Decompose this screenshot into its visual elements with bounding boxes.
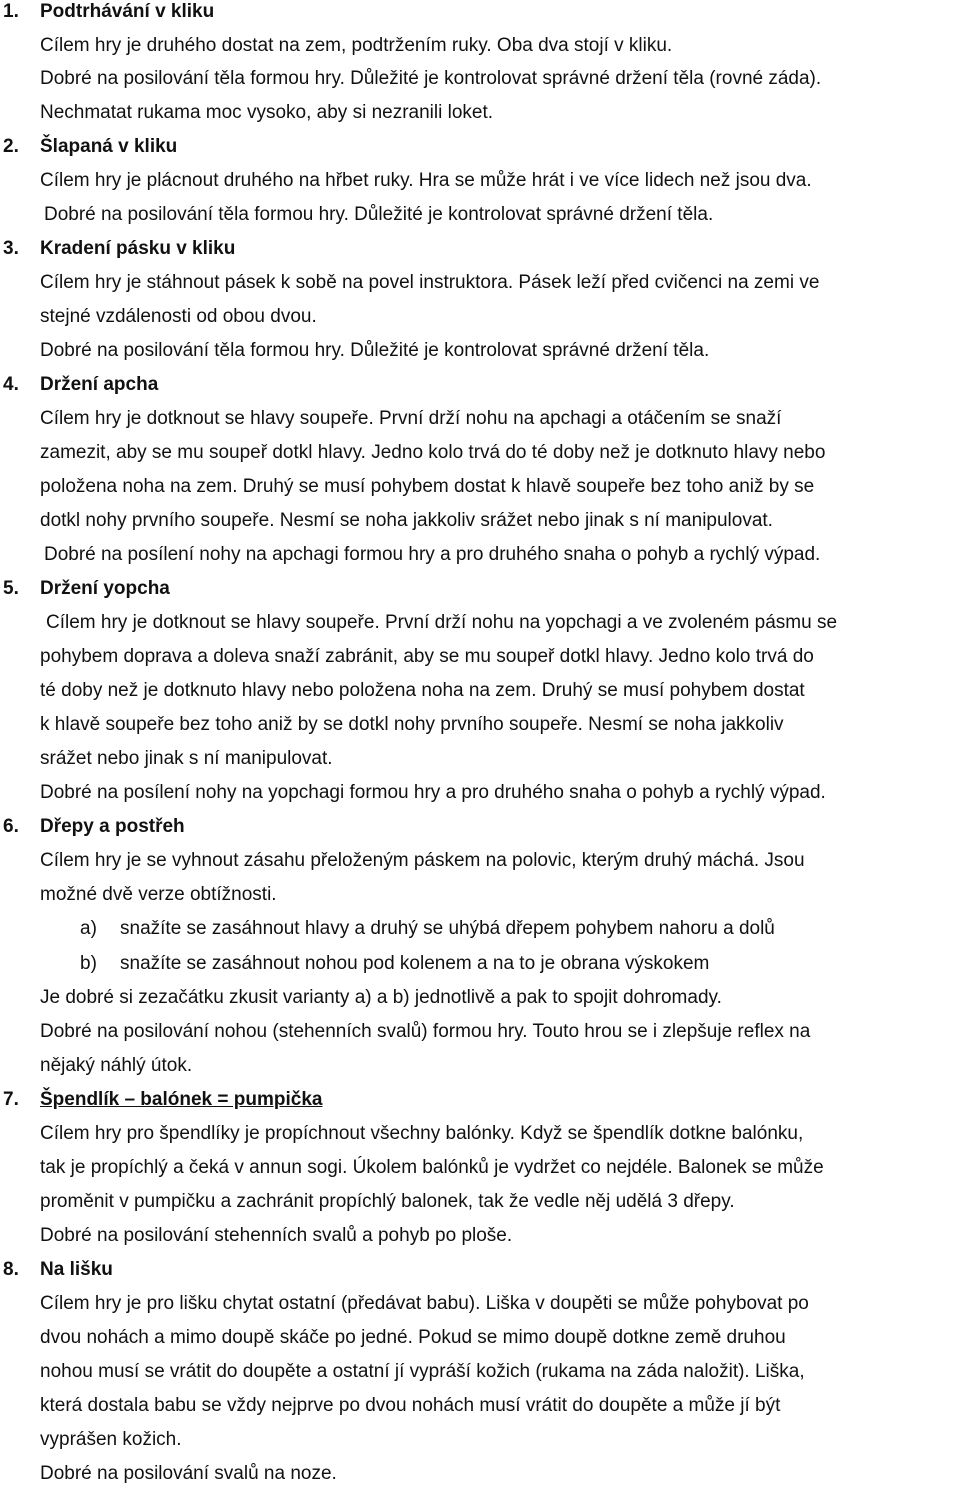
paragraph-line: položena noha na zem. Druhý se musí pohybem dostat k hlavě soupeře bez toho aniž by se	[40, 476, 815, 497]
paragraph-line: té doby než je dotknuto hlavy nebo položena noha na zem. Druhý se musí pohybem dostat	[40, 680, 805, 701]
paragraph-line: Dobré na posilování stehenních svalů a pohyb po ploše.	[40, 1225, 513, 1246]
paragraph-line: Cílem hry je pro lišku chytat ostatní (předávat babu). Liška v doupěti se může pohybovat po	[40, 1293, 809, 1314]
paragraph-line: proměnit v pumpičku a zachránit propíchlý balonek, tak že vedle něj udělá 3 dřepy.	[40, 1191, 735, 1212]
paragraph-line: Dobré na posilování těla formou hry. Důležité je kontrolovat správné držení těla.	[40, 340, 710, 361]
section-number: 3.	[3, 238, 19, 259]
section-title: Kradení pásku v kliku	[40, 238, 236, 259]
sub-item-marker: a)	[80, 918, 97, 939]
paragraph-line: Cílem hry pro špendlíky je propíchnout všechny balónky. Když se špendlík dotkne balónku,	[40, 1123, 804, 1144]
section-number: 5.	[3, 578, 19, 599]
paragraph-line: Dobré na posilování nohou (stehenních svalů) formou hry. Touto hrou se i zlepšuje reflex na	[40, 1021, 811, 1042]
paragraph-line: nějaký náhlý útok.	[40, 1055, 193, 1076]
section-number: 7.	[3, 1089, 19, 1110]
sub-item-text: snažíte se zasáhnout hlavy a druhý se uhýbá dřepem pohybem nahoru a dolů	[120, 918, 775, 939]
paragraph-line: Cílem hry je dotknout se hlavy soupeře. První drží nohu na apchagi a otáčením se snaží	[40, 408, 782, 429]
section-number: 2.	[3, 136, 19, 157]
section-title: Držení apcha	[40, 374, 159, 395]
section-title: Na lišku	[40, 1259, 113, 1280]
paragraph-line: stejné vzdálenosti od obou dvou.	[40, 306, 317, 327]
section-number: 6.	[3, 816, 19, 837]
section-number: 4.	[3, 374, 19, 395]
paragraph-line: Cílem hry je druhého dostat na zem, podtržením ruky. Oba dva stojí v kliku.	[40, 35, 673, 56]
paragraph-line: k hlavě soupeře bez toho aniž by se dotkl nohy prvního soupeře. Nesmí se noha jakkoliv	[40, 714, 784, 735]
paragraph-line: Nechmatat rukama moc vysoko, aby si nezranili loket.	[40, 102, 494, 123]
paragraph-line: Dobré na posilování těla formou hry. Důležité je kontrolovat správné držení těla (rovné záda).	[40, 68, 822, 89]
paragraph-line: dvou nohách a mimo doupě skáče po jedné. Pokud se mimo doupě dotkne země druhou	[40, 1327, 786, 1348]
paragraph-line: tak je propíchlý a čeká v annun sogi. Úkolem balónků je vydržet co nejdéle. Balonek se může	[40, 1157, 824, 1178]
paragraph-line: zamezit, aby se mu soupeř dotkl hlavy. Jedno kolo trvá do té doby než je dotknuto hlavy nebo	[40, 442, 826, 463]
sub-item-text: snažíte se zasáhnout nohou pod kolenem a na to je obrana výskokem	[120, 953, 710, 974]
paragraph-line: Dobré na posilování svalů na noze.	[40, 1463, 337, 1484]
paragraph-line: Cílem hry je plácnout druhého na hřbet ruky. Hra se může hrát i ve více lidech než jsou dva.	[40, 170, 812, 191]
paragraph-line: Dobré na posilování těla formou hry. Důležité je kontrolovat správné držení těla.	[44, 204, 714, 225]
paragraph-line: možné dvě verze obtížnosti.	[40, 884, 277, 905]
paragraph-line: dotkl nohy prvního soupeře. Nesmí se noha jakkoliv srážet nebo jinak s ní manipulovat.	[40, 510, 773, 531]
paragraph-line: Je dobré si zezačátku zkusit varianty a) a b) jednotlivě a pak to spojit dohromady.	[40, 987, 722, 1008]
paragraph-line: Dobré na posílení nohy na apchagi formou hry a pro druhého snaha o pohyb a rychlý výpad.	[44, 544, 821, 565]
paragraph-line: Cílem hry je se vyhnout zásahu přeloženým páskem na polovic, kterým druhý máchá. Jsou	[40, 850, 805, 871]
sub-item-marker: b)	[80, 953, 97, 974]
paragraph-line: která dostala babu se vždy nejprve po dvou nohách musí vrátit do doupěte a může jí být	[40, 1395, 781, 1416]
section-title: Šlapaná v kliku	[40, 136, 178, 157]
paragraph-line: nohou musí se vrátit do doupěte a ostatní jí vypráší kožich (rukama na záda naložit). Liška,	[40, 1361, 805, 1382]
paragraph-line: Dobré na posílení nohy na yopchagi formou hry a pro druhého snaha o pohyb a rychlý výpad.	[40, 782, 826, 803]
section-number: 1.	[3, 1, 19, 22]
paragraph-line: Cílem hry je stáhnout pásek k sobě na povel instruktora. Pásek leží před cvičenci na zemi ve	[40, 272, 820, 293]
paragraph-line: srážet nebo jinak s ní manipulovat.	[40, 748, 333, 769]
paragraph-line: pohybem doprava a doleva snaží zabránit, aby se mu soupeř dotkl hlavy. Jedno kolo trvá do	[40, 646, 814, 667]
section-title: Držení yopcha	[40, 578, 170, 599]
paragraph-line: Cílem hry je dotknout se hlavy soupeře. První drží nohu na yopchagi a ve zvoleném pásmu se	[46, 612, 838, 633]
section-number: 8.	[3, 1259, 19, 1280]
section-title: Špendlík – balónek = pumpička	[40, 1089, 323, 1110]
section-title: Dřepy a postřeh	[40, 816, 185, 837]
paragraph-line: vyprášen kožich.	[40, 1429, 182, 1450]
section-title: Podtrhávání v kliku	[40, 1, 215, 22]
